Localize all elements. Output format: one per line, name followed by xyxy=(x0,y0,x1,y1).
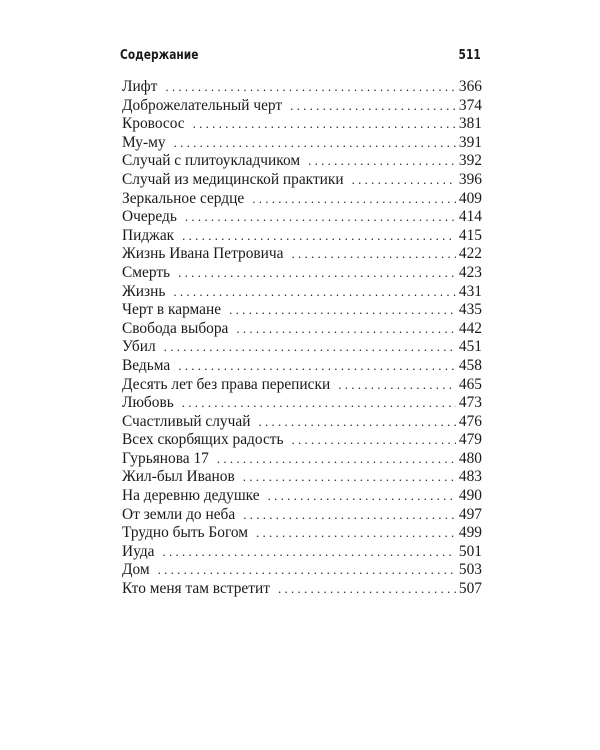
toc-entry-page: 414 xyxy=(458,208,482,226)
toc-entry-title: Пиджак xyxy=(122,226,175,244)
toc-entry-page: 507 xyxy=(458,580,482,598)
dot-leader xyxy=(292,431,456,450)
dot-leader xyxy=(243,506,456,525)
dot-leader xyxy=(236,320,456,339)
dot-leader xyxy=(165,78,456,97)
toc-entry xyxy=(122,320,482,339)
toc-entry xyxy=(122,561,482,580)
toc-entry-title: Случай с плитоукладчиком xyxy=(122,152,301,170)
toc-entry xyxy=(122,338,482,357)
toc-entry-title: Жизнь xyxy=(122,282,166,300)
toc-entry-title: От земли до неба xyxy=(122,505,236,523)
toc-entry-page: 473 xyxy=(458,394,482,412)
toc-entry-page: 503 xyxy=(458,561,482,579)
dot-leader xyxy=(193,115,456,134)
toc-entry xyxy=(122,97,482,116)
toc-entry-title: Счастливый случай xyxy=(122,412,251,430)
dot-leader xyxy=(182,394,456,413)
toc-entry-page: 497 xyxy=(458,505,482,523)
toc-entry-title: Всех скорбящих радость xyxy=(122,431,284,449)
toc-entry-page: 435 xyxy=(458,301,482,319)
toc-entry xyxy=(122,152,482,171)
toc-entry xyxy=(122,171,482,190)
toc-entry xyxy=(122,394,482,413)
toc-entry xyxy=(122,208,482,227)
dot-leader xyxy=(178,264,456,283)
toc-entry-title: Десять лет без права переписки xyxy=(122,375,331,393)
toc-entry-title: Трудно быть Богом xyxy=(122,524,249,542)
table-of-contents xyxy=(122,78,482,599)
toc-entry-title: Зеркальное сердце xyxy=(122,189,245,207)
toc-entry-title: Черт в кармане xyxy=(122,301,222,319)
toc-entry-title: Доброжелательный черт xyxy=(122,96,283,114)
toc-entry xyxy=(122,78,482,97)
toc-entry-title: Любовь xyxy=(122,394,174,412)
section-title: Содержание xyxy=(120,48,199,63)
toc-entry-page: 499 xyxy=(458,524,482,542)
toc-entry-title: Очередь xyxy=(122,208,177,226)
toc-entry-title: На деревню дедушке xyxy=(122,487,260,505)
toc-entry-title: Жизнь Ивана Петровича xyxy=(122,245,284,263)
toc-entry-page: 483 xyxy=(458,468,482,486)
toc-entry xyxy=(122,134,482,153)
toc-entry-title: Лифт xyxy=(122,78,158,95)
toc-entry-page: 409 xyxy=(458,189,482,207)
dot-leader xyxy=(352,171,456,190)
toc-entry-page: 366 xyxy=(458,78,482,95)
dot-leader xyxy=(290,97,456,116)
toc-entry xyxy=(122,413,482,432)
toc-entry-title: Жил-был Иванов xyxy=(122,468,235,486)
toc-entry-page: 451 xyxy=(458,338,482,356)
toc-entry-title: Смерть xyxy=(122,263,171,281)
toc-entry xyxy=(122,190,482,209)
toc-entry-page: 415 xyxy=(458,226,482,244)
toc-entry-title: Иуда xyxy=(122,542,155,560)
dot-leader xyxy=(173,283,456,302)
dot-leader xyxy=(178,357,456,376)
toc-entry xyxy=(122,487,482,506)
toc-entry-title: Гурьянова 17 xyxy=(122,449,209,467)
toc-entry xyxy=(122,301,482,320)
toc-entry-page: 490 xyxy=(458,487,482,505)
toc-entry xyxy=(122,376,482,395)
dot-leader xyxy=(158,561,456,580)
toc-entry-page: 374 xyxy=(458,96,482,114)
dot-leader xyxy=(268,487,456,506)
toc-entry-title: Му-му xyxy=(122,133,166,151)
toc-entry xyxy=(122,431,482,450)
dot-leader xyxy=(258,413,455,432)
toc-entry-page: 431 xyxy=(458,282,482,300)
toc-entry xyxy=(122,264,482,283)
dot-leader xyxy=(217,450,456,469)
dot-leader xyxy=(163,543,456,562)
toc-entry xyxy=(122,450,482,469)
dot-leader xyxy=(278,580,456,599)
toc-entry-page: 381 xyxy=(458,115,482,133)
toc-entry-page: 480 xyxy=(458,449,482,467)
dot-leader xyxy=(256,524,456,543)
toc-entry-page: 391 xyxy=(458,133,482,151)
dot-leader xyxy=(243,468,456,487)
toc-entry xyxy=(122,245,482,264)
toc-entry-page: 479 xyxy=(458,431,482,449)
toc-entry xyxy=(122,506,482,525)
toc-entry xyxy=(122,468,482,487)
toc-entry-title: Свобода выбора xyxy=(122,319,229,337)
toc-entry-title: Кто меня там встретит xyxy=(122,580,270,598)
dot-leader xyxy=(174,134,456,153)
dot-leader xyxy=(185,208,456,227)
running-head xyxy=(120,48,481,63)
dot-leader xyxy=(164,338,456,357)
dot-leader xyxy=(291,245,455,264)
toc-entry-page: 501 xyxy=(458,542,482,560)
toc-entry-page: 396 xyxy=(458,170,482,188)
toc-entry xyxy=(122,283,482,302)
toc-entry-page: 442 xyxy=(458,319,482,337)
toc-entry xyxy=(122,357,482,376)
toc-entry xyxy=(122,543,482,562)
dot-leader xyxy=(229,301,456,320)
dot-leader xyxy=(252,190,456,209)
dot-leader xyxy=(308,152,456,171)
toc-entry-page: 458 xyxy=(458,356,482,374)
toc-entry-title: Дом xyxy=(122,561,150,579)
dot-leader xyxy=(182,227,456,246)
toc-entry-title: Убил xyxy=(122,338,156,356)
toc-entry xyxy=(122,524,482,543)
toc-entry-title: Случай из медицинской практики xyxy=(122,170,344,188)
toc-entry-page: 422 xyxy=(458,245,482,263)
toc-entry-page: 465 xyxy=(458,375,482,393)
toc-entry-page: 423 xyxy=(458,263,482,281)
toc-entry-page: 392 xyxy=(458,152,482,170)
toc-entry xyxy=(122,227,482,246)
dot-leader xyxy=(338,376,456,395)
toc-entry-title: Кровосос xyxy=(122,115,185,133)
toc-entry xyxy=(122,115,482,134)
toc-entry-title: Ведьма xyxy=(122,356,171,374)
toc-entry-page: 476 xyxy=(458,412,482,430)
page-number: 511 xyxy=(458,48,481,63)
toc-entry xyxy=(122,580,482,599)
